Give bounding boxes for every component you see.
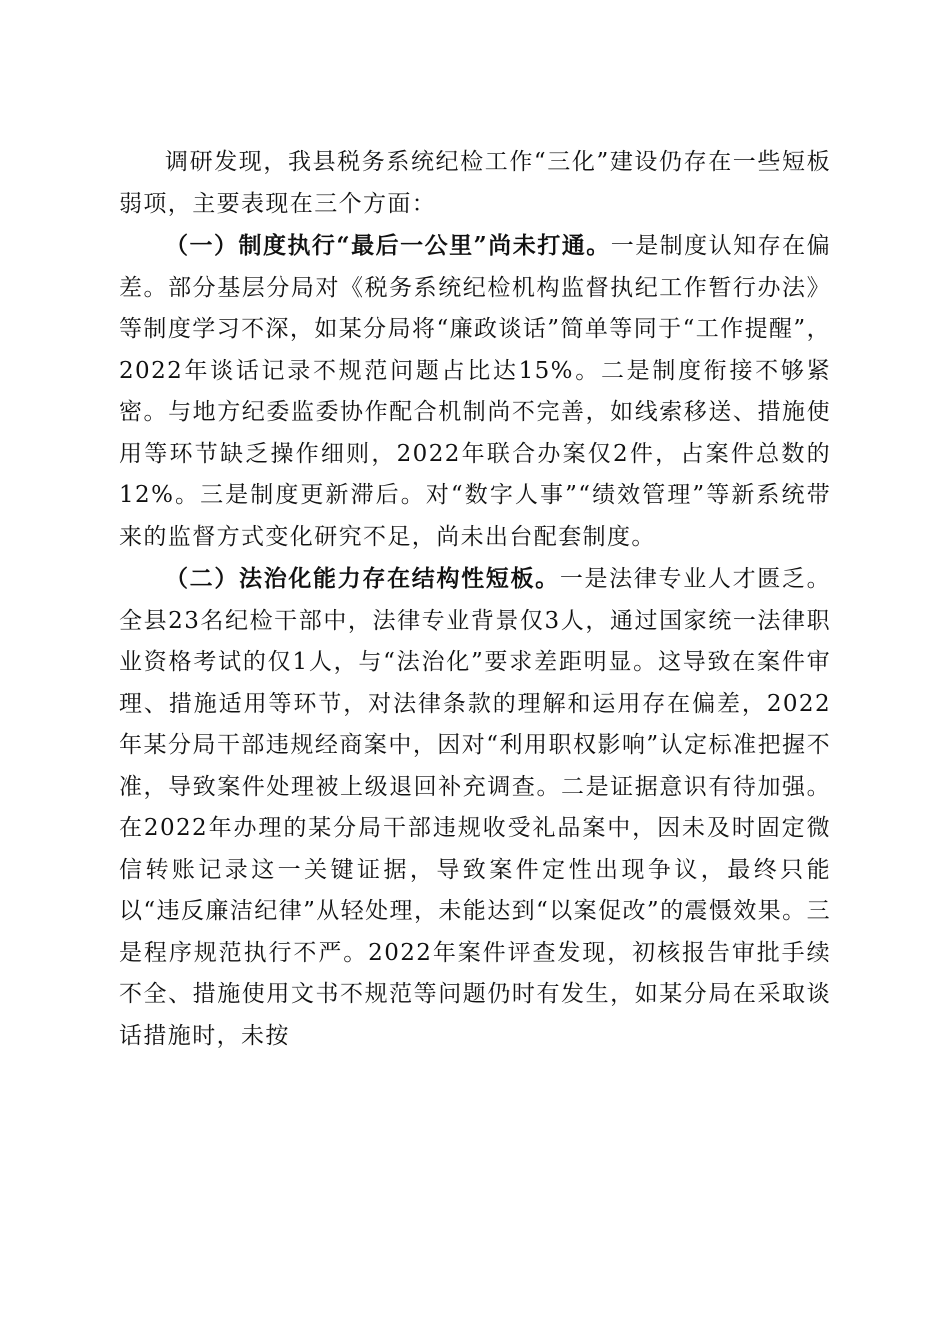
paragraph-section-2 [119,558,831,1057]
paragraph-text: 调研发现，我县税务系统纪检工作“三化”建设仍存在一些短板弱项，主要表现在三个方面： [119,149,831,217]
section-1-text: 一是制度认知存在偏差。部分基层分局对《税务系统纪检机构监督执纪工作暂行办法》等制度学习不深，如某分局将“廉政谈话”简单等同于“工作提醒”，2022年谈话记录不规范问题占比达15%。二是制度衔接不够紧密。与地方纪委监委协作配合机制尚不完善，如线索移送、措施使用等环节缺乏操作细则，2022年联合办案仅2件，占案件总数的12%。三是制度更新滞后。对“数字人事”“绩效管理”等新系统带来的监督方式变化研究不足，尚未出台配套制度。 [119,233,831,550]
section-2-heading: （二）法治化能力存在结构性短板。 [165,565,560,592]
section-2-text: 一是法律专业人才匮乏。全县23名纪检干部中，法律专业背景仅3人，通过国家统一法律职业资格考试的仅1人，与“法治化”要求差距明显。这导致在案件审理、措施适用等环节，对法律条款的理解和运用存在偏差，2022年某分局干部违规经商案中，因对“利用职权影响”认定标准把握不准，导致案件处理被上级退回补充调查。二是证据意识有待加强。在2022年办理的某分局干部违规收受礼品案中，因未及时固定微信转账记录这一关键证据，导致案件定性出现争议，最终只能以“违反廉洁纪律”从轻处理，未能达到“以案促改”的震慑效果。三是程序规范执行不严。2022年案件评查发现，初核报告审批手续不全、措施使用文书不规范等问题仍时有发生，如某分局在采取谈话措施时，未按 [119,566,831,1049]
section-1-heading: （一）制度执行“最后一公里”尚未打通。 [165,232,611,259]
paragraph-section-1 [119,225,831,558]
document-body [119,141,831,1057]
paragraph-intro [119,141,831,225]
